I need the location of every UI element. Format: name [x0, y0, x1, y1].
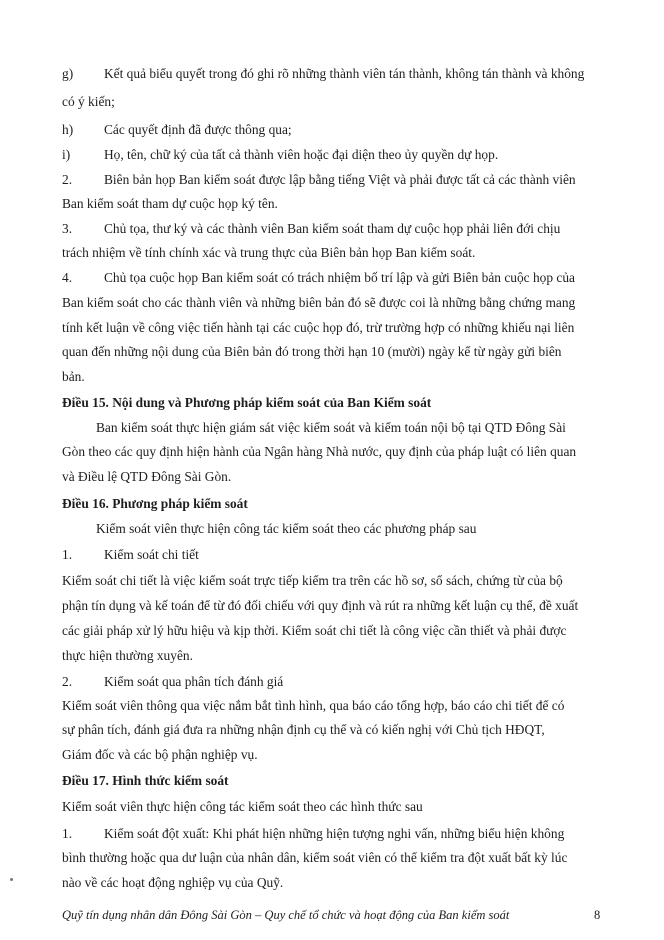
- paragraph-label-2: 2.: [62, 172, 73, 187]
- list-item-g-line1: Kết quả biểu quyết trong đó ghi rõ những thành viên tán thành, không tán thành và không: [104, 66, 585, 81]
- article-16-label-1: 1.: [62, 547, 73, 562]
- article-16-intro: Kiểm soát viên thực hiện công tác kiểm soát theo các phương pháp sau: [96, 521, 477, 536]
- paragraph-label-3: 3.: [62, 221, 73, 236]
- article-15-line3: và Điều lệ QTD Đông Sài Gòn.: [62, 469, 232, 484]
- article-16-section-1-line1: Kiểm soát chi tiết là việc kiểm soát trực tiếp kiểm tra trên các hồ sơ, sổ sách, chứng từ của bộ: [62, 573, 563, 588]
- list-label-i: i): [62, 147, 71, 162]
- list-item-g-line2: có ý kiến;: [62, 94, 115, 109]
- paragraph-4-line3: tính kết luận về công việc tiến hành tại các cuộc họp đó, trừ trường hợp có những khiếu nại liên: [62, 320, 575, 335]
- article-17-section-1-line2: bình thường hoặc qua dư luận của nhân dân, kiểm soát viên có thể kiểm tra đột xuất bất kỳ lúc: [62, 850, 568, 865]
- page-footer: Quỹ tín dụng nhân dân Đông Sài Gòn – Quy chế tổ chức và hoạt động của Ban kiểm soát: [62, 908, 510, 922]
- article-17-section-1-line1: Kiểm soát đột xuất: Khi phát hiện những hiện tượng nghi vấn, những biểu hiện không: [104, 826, 565, 841]
- article-16-section-2-title: Kiểm soát qua phân tích đánh giá: [104, 674, 284, 689]
- paragraph-4-line1: Chủ tọa cuộc họp Ban kiểm soát có trách nhiệm bố trí lập và gửi Biên bản cuộc họp của: [104, 270, 575, 285]
- article-16-section-1-title: Kiểm soát chi tiết: [104, 547, 199, 562]
- paragraph-4-line2: Ban kiểm soát cho các thành viên và những biên bản đó sẽ được coi là những bằng chứng mang: [62, 295, 576, 310]
- article-17-intro: Kiểm soát viên thực hiện công tác kiểm soát theo các hình thức sau: [62, 799, 423, 814]
- article-16-section-1-line2: phận tín dụng và kế toán để từ đó đối chiếu với quy định và rút ra những kết luận cụ thể, đề xuất: [62, 598, 579, 613]
- article-16-section-1-line3: các giải pháp xử lý hữu hiệu và kịp thời. Kiểm soát chi tiết là công việc cần thiết và phải được: [62, 623, 567, 638]
- article-16-section-1-line4: thực hiện thường xuyên.: [62, 648, 193, 663]
- article-16-heading: Điều 16. Phương pháp kiểm soát: [62, 496, 248, 511]
- article-16-section-2-line1: Kiểm soát viên thông qua việc nắm bắt tình hình, qua báo cáo tổng hợp, báo cáo chi tiết để có: [62, 698, 565, 713]
- article-16-section-2-line2: sự phân tích, đánh giá đưa ra những nhận định cụ thể và có kiến nghị với Chủ tịch HĐQT,: [62, 722, 545, 737]
- article-17-section-1-line3: nào về các hoạt động nghiệp vụ của Quỹ.: [62, 875, 284, 890]
- paragraph-4-line5: bản.: [62, 369, 85, 384]
- list-label-h: h): [62, 122, 74, 137]
- list-item-i-line1: Họ, tên, chữ ký của tất cả thành viên hoặc đại diện theo ủy quyền dự họp.: [104, 147, 499, 162]
- paragraph-3-line1: Chủ tọa, thư ký và các thành viên Ban kiểm soát tham dự cuộc họp phải liên đới chịu: [104, 221, 561, 236]
- page-number: 8: [594, 908, 601, 922]
- article-15-line1: Ban kiểm soát thực hiện giám sát việc kiểm soát và kiểm toán nội bộ tại QTD Đông Sài: [96, 420, 566, 435]
- list-item-h-line1: Các quyết định đã được thông qua;: [104, 122, 292, 137]
- article-15-line2: Gòn theo các quy định hiện hành của Ngân hàng Nhà nước, quy định của pháp luật có liên quan: [62, 444, 577, 459]
- scan-speck: [10, 878, 13, 881]
- paragraph-2-line2: Ban kiểm soát tham dự cuộc họp ký tên.: [62, 196, 278, 211]
- paragraph-3-line2: trách nhiệm về tính chính xác và trung thực của Biên bản họp Ban kiểm soát.: [62, 245, 476, 260]
- article-17-heading: Điều 17. Hình thức kiểm soát: [62, 773, 229, 788]
- article-16-label-2: 2.: [62, 674, 73, 689]
- list-label-g: g): [62, 66, 74, 81]
- paragraph-2-line1: Biên bản họp Ban kiểm soát được lập bằng tiếng Việt và phải được tất cả các thành viên: [104, 172, 576, 187]
- paragraph-label-4: 4.: [62, 270, 73, 285]
- paragraph-4-line4: quan đến những nội dung của Biên bản đó trong thời hạn 10 (mười) ngày kể từ ngày gửi biên: [62, 344, 562, 359]
- article-17-label-1: 1.: [62, 826, 73, 841]
- article-16-section-2-line3: Giám đốc và các bộ phận nghiệp vụ.: [62, 747, 258, 762]
- article-15-heading: Điều 15. Nội dung và Phương pháp kiểm soát của Ban Kiểm soát: [62, 395, 432, 410]
